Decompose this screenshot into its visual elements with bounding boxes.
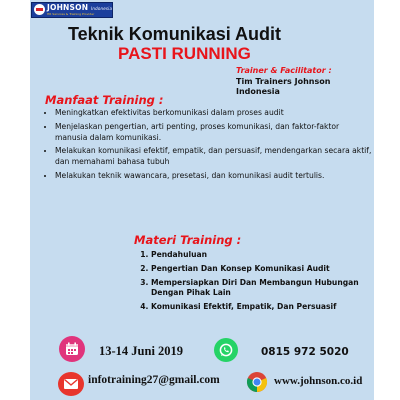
johnson-logo xyxy=(31,2,113,18)
training-date: 13-14 Juni 2019 xyxy=(99,344,184,358)
list-item: • Melakukan teknik wawancara, presetasi, dan komunikasi audit tertulis. xyxy=(55,171,373,182)
manfaat-list xyxy=(38,108,373,185)
list-item: 3. Mempersiapkan Diri Dan Membangun Hubungan Dengan Pihak Lain xyxy=(151,278,374,300)
email-address[interactable]: infotraining27@gmail.com xyxy=(88,374,220,386)
materi-list xyxy=(134,250,374,316)
list-item: • Melakukan komunikasi efektif, empatik, dan persuasif, mendengarkan secara aktif, dan memahami bahasa tubuh xyxy=(55,146,373,168)
logo-tagline: HR Services & Training Provider xyxy=(47,12,95,16)
trainer-label: Trainer & Facilitator : xyxy=(236,66,332,75)
calendar-icon xyxy=(59,336,85,362)
training-poster xyxy=(30,0,374,400)
whatsapp-number[interactable]: 0815 972 5020 xyxy=(261,346,349,358)
page-title: Teknik Komunikasi Audit xyxy=(68,24,282,44)
list-item: • Meningkatkan efektivitas berkomunikasi dalam proses audit xyxy=(55,108,373,119)
website-link[interactable]: www.johnson.co.id xyxy=(274,375,363,387)
trainer-name: Tim Trainers Johnson Indonesia xyxy=(236,77,331,96)
list-item: 2. Pengertian Dan Konsep Komunikasi Audit xyxy=(151,264,374,275)
list-item: 1. Pendahuluan xyxy=(151,250,374,261)
list-item: 4. Komunikasi Efektif, Empatik, Dan Persuasif xyxy=(151,302,374,313)
whatsapp-icon xyxy=(214,338,238,362)
list-item: • Menjelaskan pengertian, arti penting, proses komunikasi, dan faktor-faktor manusia dalam komunikasi. xyxy=(55,122,373,144)
logo-brand: JOHNSON Indonesia xyxy=(47,3,113,12)
logo-mark-icon xyxy=(34,4,45,15)
page-subtitle: PASTI RUNNING xyxy=(118,44,251,63)
manfaat-heading: Manfaat Training : xyxy=(45,93,164,107)
materi-heading: Materi Training : xyxy=(134,233,242,247)
email-icon xyxy=(58,372,84,396)
chrome-icon xyxy=(246,371,268,393)
